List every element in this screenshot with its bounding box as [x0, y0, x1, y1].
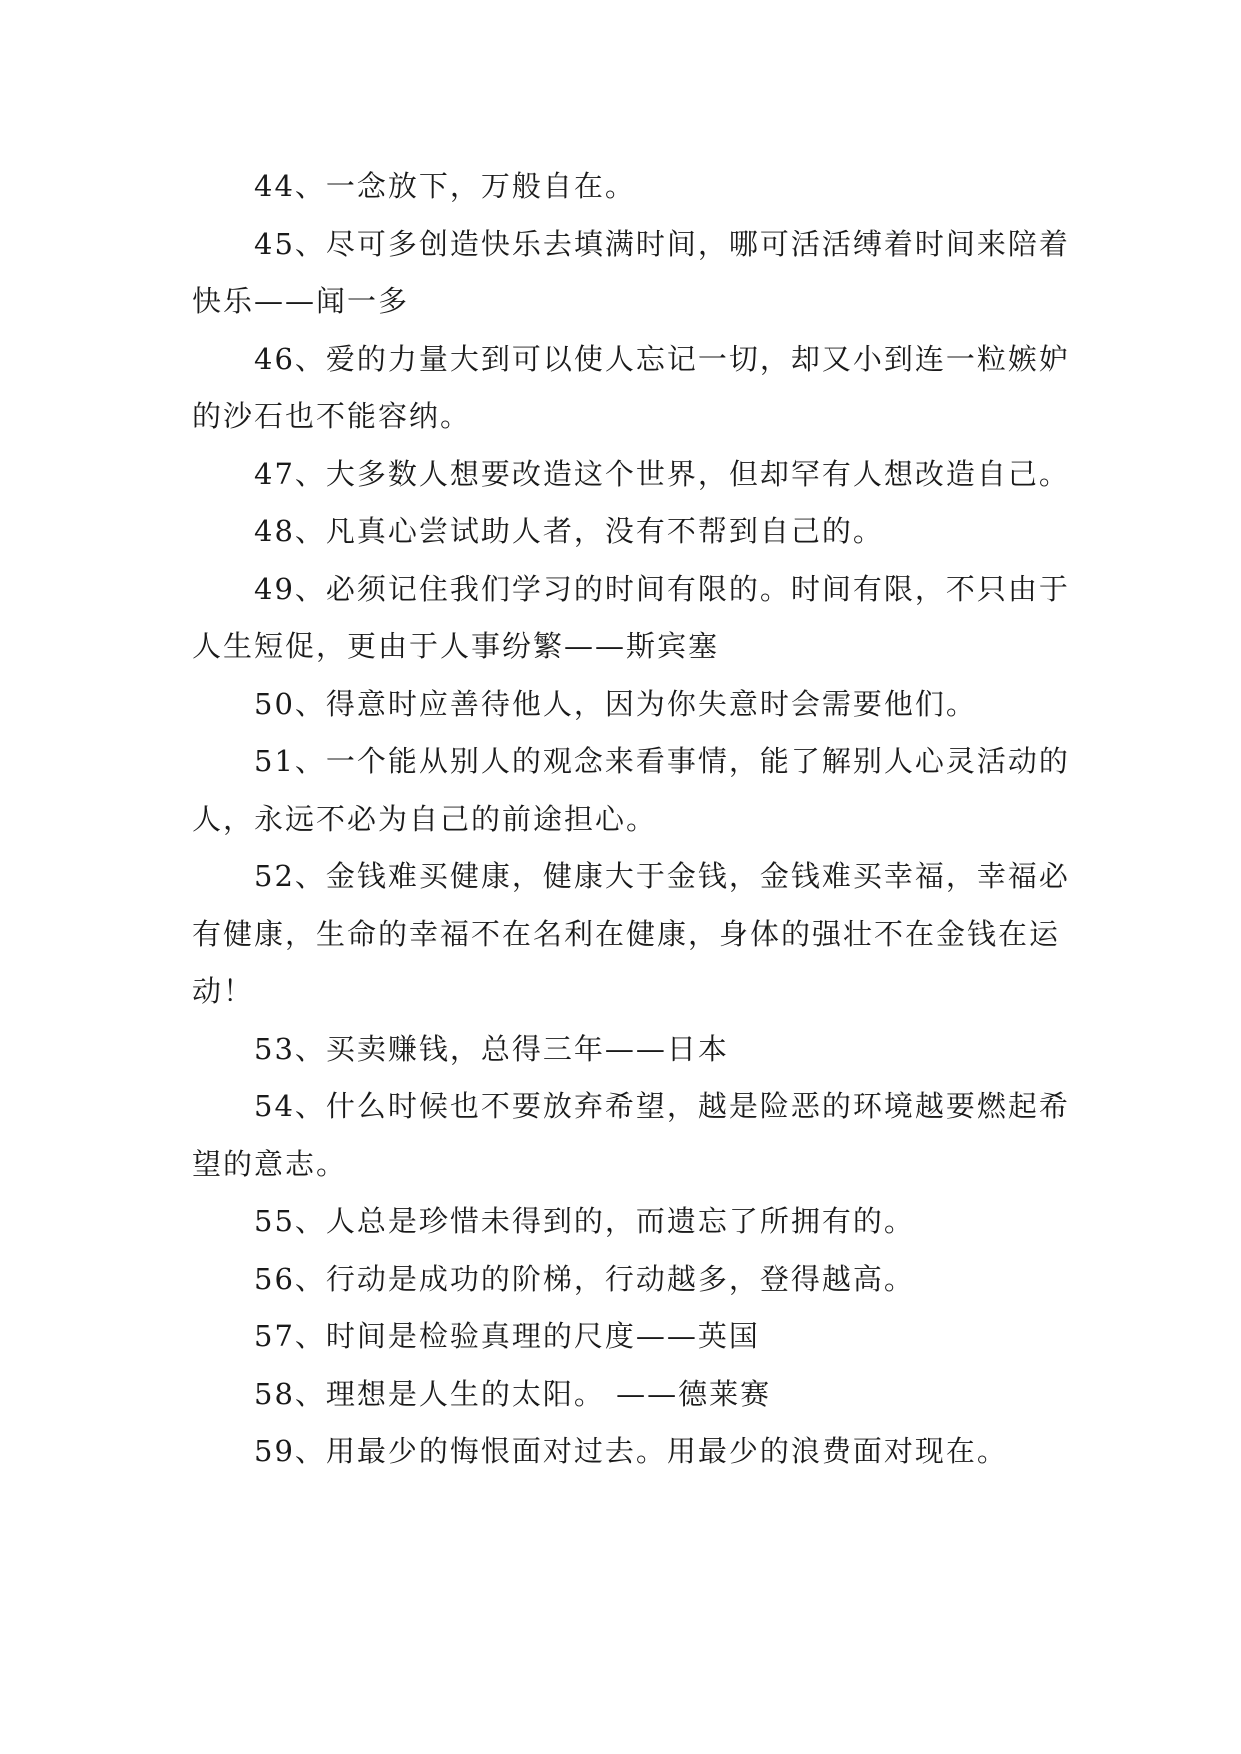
quote-paragraph-48: 48、凡真心尝试助人者，没有不帮到自己的。 — [254, 514, 884, 548]
quote-paragraph-55: 55、人总是珍惜未得到的，而遗忘了所拥有的。 — [254, 1204, 915, 1238]
quote-paragraph-49: 49、必须记住我们学习的时间有限的。时间有限，不只由于人生短促，更由于人事纷繁——斯宾塞 — [192, 571, 1070, 663]
quote-paragraph-56: 56、行动是成功的阶梯，行动越多，登得越高。 — [254, 1261, 915, 1296]
quote-paragraph-46: 46、爱的力量大到可以使人忘记一切，却又小到连一粒嫉妒的沙石也不能容纳。 — [192, 341, 1070, 433]
quote-paragraph-57: 57、时间是检验真理的尺度——英国 — [254, 1319, 760, 1353]
quote-paragraph-52: 52、金钱难买健康，健康大于金钱，金钱难买幸福，幸福必有健康，生命的幸福不在名利在健康，身体的强壮不在金钱在运动！ — [192, 859, 1070, 1008]
quote-paragraph-58: 58、理想是人生的太阳。 ——德莱赛 — [254, 1376, 772, 1411]
quote-paragraph-51: 51、一个能从别人的观念来看事情，能了解别人心灵活动的人，永远不必为自己的前途担心。 — [192, 744, 1070, 836]
quote-paragraph-44: 44、一念放下，万般自在。 — [254, 169, 636, 203]
quote-paragraph-45: 45、尽可多创造快乐去填满时间，哪可活活缚着时间来陪着快乐——闻一多 — [192, 226, 1070, 318]
quote-paragraph-53: 53、买卖赚钱，总得三年——日本 — [254, 1031, 729, 1066]
quote-paragraph-59: 59、用最少的悔恨面对过去。用最少的浪费面对现在。 — [254, 1434, 1008, 1468]
quote-paragraph-50: 50、得意时应善待他人，因为你失意时会需要他们。 — [254, 686, 977, 721]
quote-paragraph-54: 54、什么时候也不要放弃希望，越是险恶的环境越要燃起希望的意志。 — [192, 1089, 1070, 1181]
quote-paragraph-47: 47、大多数人想要改造这个世界，但却罕有人想改造自己。 — [254, 456, 1070, 491]
quote-list — [192, 158, 1072, 1481]
